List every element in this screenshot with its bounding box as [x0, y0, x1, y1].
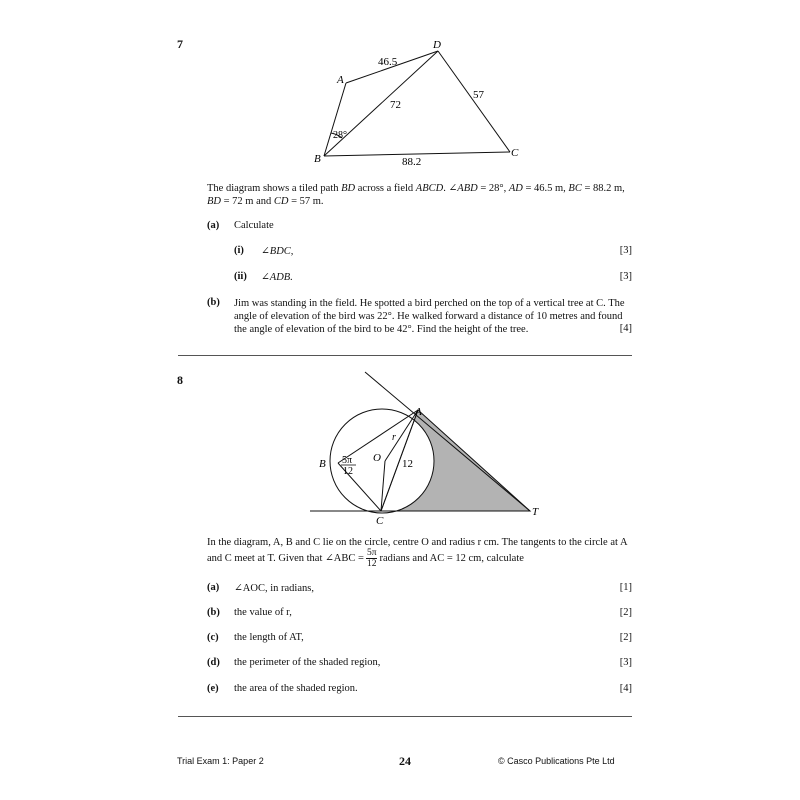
footer-exam-title: Trial Exam 1: Paper 2: [177, 756, 264, 766]
q7-sub-ii-text: ∠ADB.: [261, 272, 293, 283]
q8-part-e-marks: [4]: [619, 683, 632, 694]
q8-intro-line-2-a: and C meet at T. Given that ∠ABC =: [207, 552, 364, 564]
q7-text: = 88.2 m,: [581, 183, 625, 194]
q7-intro: [207, 182, 637, 208]
q7-divider: [178, 355, 632, 356]
q8-part-b-marks: [2]: [619, 607, 632, 618]
q8-part-d-marks: [3]: [619, 657, 632, 668]
q7-sub-ii-label: (ii): [234, 271, 247, 282]
q8-angle-numerator: 5π: [342, 455, 353, 466]
q7-part-b-marks: [4]: [619, 323, 632, 334]
q7-text: BD: [207, 196, 221, 207]
q8-fraction-numerator: 5π: [366, 548, 377, 558]
q7-angle-abd: 28°: [333, 130, 347, 141]
q8-chord-label: 12: [402, 458, 413, 470]
q7-text: ABCD: [415, 183, 444, 194]
q7-vertex-b: B: [314, 153, 321, 165]
q7-quadrilateral-diagram: [300, 35, 540, 170]
q7-vertex-a: A: [337, 74, 344, 86]
q7-part-a-label: (a): [207, 220, 220, 231]
q7-text: = 46.5 m,: [522, 183, 569, 194]
q8-fraction-denominator: 12: [366, 559, 377, 569]
q7-sub-i-text: ∠BDC,: [261, 246, 294, 257]
q8-divider: [178, 716, 632, 717]
q7-sub-ii-marks: [3]: [619, 271, 632, 282]
q8-part-a-label: (a): [207, 582, 220, 593]
q7-text: ABD: [457, 183, 478, 194]
q7-text: across a field: [355, 183, 416, 194]
q7-text: The diagram shows a tiled path: [207, 183, 342, 194]
q7-vertex-c: C: [511, 147, 519, 159]
q8-point-o: O: [373, 452, 381, 464]
q7-sub-i-marks: [3]: [619, 245, 632, 256]
q7-part-b-line-2: angle of elevation of the bird was 22°. He walked forward a distance of 10 metres and found: [234, 311, 623, 322]
q7-length-ad: 46.5: [378, 56, 398, 68]
q8-part-c-text: the length of AT,: [234, 632, 304, 643]
q7-text: AD: [508, 183, 523, 194]
q7-length-bd: 72: [390, 99, 401, 111]
q7-sub-i-label: (i): [234, 245, 244, 256]
q8-intro-line-2: [207, 548, 524, 569]
q8-part-c-marks: [2]: [619, 632, 632, 643]
q8-part-d-label: (d): [207, 657, 220, 668]
q8-intro-line-1: In the diagram, A, B and C lie on the circle, centre O and radius r cm. The tangents to the circle at A: [207, 537, 628, 548]
q8-part-a-text: ∠AOC, in radians,: [234, 583, 314, 594]
q8-point-t: T: [532, 506, 539, 518]
q7-vertex-d: D: [433, 39, 441, 51]
q7-text: = 28°,: [477, 183, 509, 194]
q7-part-b-line-3: the angle of elevation of the bird to be 42°. Find the height of the tree.: [234, 324, 529, 335]
q8-point-a: A: [415, 406, 422, 418]
q8-part-d-text: the perimeter of the shaded region,: [234, 657, 381, 668]
q7-edge-dc: [438, 51, 510, 152]
q8-part-c-label: (c): [207, 632, 219, 643]
q7-text: = 72 m and: [221, 196, 274, 207]
question-7-number: 7: [177, 37, 183, 51]
q7-length-cd: 57: [473, 89, 484, 101]
q7-text: . ∠: [443, 183, 458, 194]
q7-edge-ab: [324, 83, 346, 156]
q8-part-b-label: (b): [207, 607, 220, 618]
question-8-number: 8: [177, 373, 183, 387]
q8-part-a-marks: [1]: [619, 582, 632, 593]
q8-intro-line-2-b: radians and AC = 12 cm, calculate: [379, 552, 524, 564]
q8-part-b-text: the value of r,: [234, 607, 292, 618]
q8-point-b: B: [319, 458, 326, 470]
q7-text: BD: [341, 183, 356, 194]
q8-part-e-text: the area of the shaded region.: [234, 683, 358, 694]
q8-radius-label: r: [392, 432, 396, 443]
q7-text: BC: [568, 183, 582, 194]
footer-page-number: 24: [399, 754, 411, 768]
q7-text: = 57 m.: [288, 196, 324, 207]
q7-text: CD: [273, 196, 289, 207]
q7-length-bc: 88.2: [402, 156, 422, 168]
q7-intro-line-2: [207, 195, 637, 208]
q8-circle-diagram: [300, 365, 550, 527]
q7-part-a-text: Calculate: [234, 220, 274, 231]
q7-intro-line-1: [207, 182, 637, 195]
q8-part-e-label: (e): [207, 683, 219, 694]
footer-publisher: © Casco Publications Pte Ltd: [498, 756, 615, 766]
q7-part-b-label: (b): [207, 297, 220, 308]
q8-point-c: C: [376, 515, 384, 527]
q8-angle-fraction: [366, 548, 378, 569]
q7-part-b-line-1: Jim was standing in the field. He spotted a bird perched on the top of a vertical tree at C. The: [234, 298, 625, 309]
q8-angle-denominator: 12: [343, 466, 353, 477]
q7-part-b-text: [234, 297, 634, 336]
